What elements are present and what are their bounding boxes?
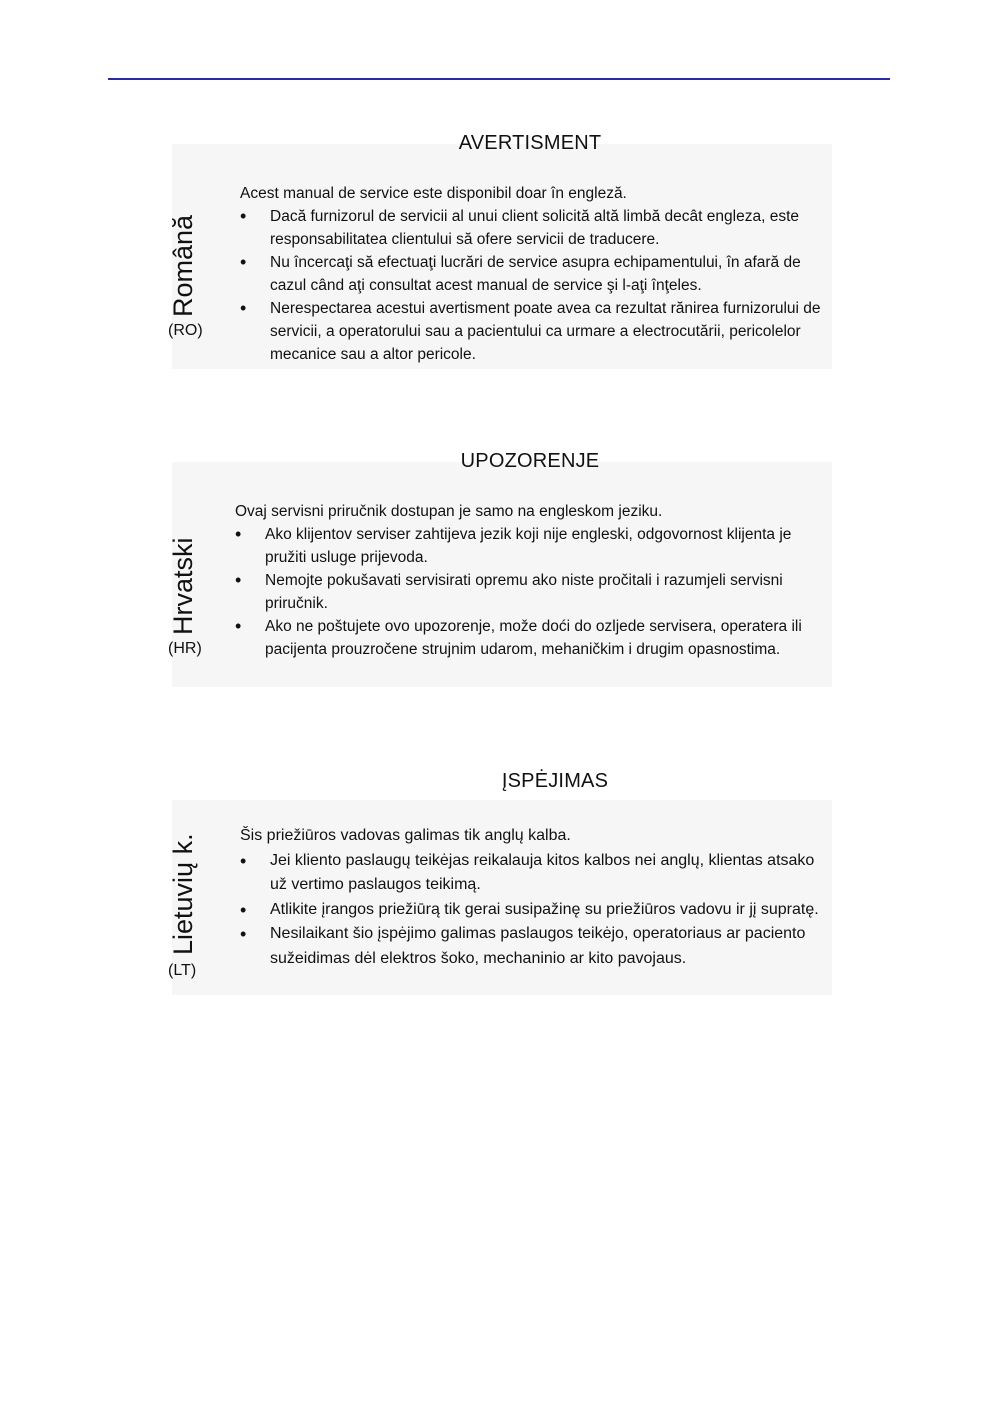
warning-bullet: • Nemojte pokušavati servisirati opremu ako niste pročitali i razumjeli servisni priručnik. <box>235 569 830 615</box>
warning-bullet: • Dacă furnizorul de servicii al unui client solicită altă limbă decât engleza, este responsabilitatea clientului să ofere servicii de traducere. <box>240 205 830 251</box>
language-name: Română <box>168 214 198 317</box>
header-rule <box>108 78 890 80</box>
warning-bullet: • Atlikite įrangos priežiūrą tik gerai susipažinę su priežiūros vadovu ir jį supratę. <box>240 898 835 923</box>
warning-bullet: • Jei kliento paslaugų teikėjas reikalauja kitos kalbos nei anglų, klientas atsako už vertimo paslaugos teikimą. <box>240 849 835 898</box>
warning-title: UPOZORENJE <box>460 450 600 472</box>
warning-bullet: • Ako ne poštujete ovo upozorenje, može doći do ozljede servisera, operatera ili pacijenta prouzročene strujnim udarom, mehaničkim i drugim opasnostima. <box>235 615 830 661</box>
language-code: (HR) <box>168 640 202 657</box>
warning-list <box>235 523 830 661</box>
warning-section-ro <box>160 132 840 372</box>
warning-bullet: • Nesilaikant šio įspėjimo galimas paslaugos teikėjo, operatoriaus ar paciento sužeidimas dėl elektros šoko, mechaninio ar kito pavojaus. <box>240 922 835 971</box>
warning-bullet: • Nerespectarea acestui avertisment poate avea ca rezultat rănirea furnizorului de servicii, a operatorului sau a pacientului ca urmare a electrocutării, pericolelor mecanice sau a altor pericole. <box>240 297 830 366</box>
warning-intro: Acest manual de service este disponibil doar în engleză. <box>240 185 627 202</box>
warning-section-lt <box>160 770 840 1000</box>
language-label <box>160 192 210 352</box>
warning-list <box>240 849 835 972</box>
language-code: (RO) <box>168 322 203 339</box>
language-name: Lietuvių k. <box>168 833 198 955</box>
warning-bullet: • Nu încercaţi să efectuaţi lucrări de service asupra echipamentului, în afară de cazul când aţi consultat acest manual de service şi l-aţi înţeles. <box>240 251 830 297</box>
warning-title: AVERTISMENT <box>458 132 602 154</box>
language-code: (LT) <box>168 962 197 979</box>
warning-intro: Ovaj servisni priručnik dostupan je samo na engleskom jeziku. <box>235 503 663 520</box>
warning-body <box>240 182 830 366</box>
warning-body <box>235 500 830 661</box>
language-label <box>160 825 210 985</box>
warning-list <box>240 205 830 366</box>
warning-title: ĮSPĖJIMAS <box>501 770 609 792</box>
language-label <box>160 510 210 670</box>
warning-body <box>240 824 835 971</box>
language-name: Hrvatski <box>168 537 198 635</box>
warning-section-hr <box>160 450 840 690</box>
warning-bullet: • Ako klijentov serviser zahtijeva jezik koji nije engleski, odgovornost klijenta je pružiti usluge prijevoda. <box>235 523 830 569</box>
warning-intro: Šis priežiūros vadovas galimas tik anglų kalba. <box>240 827 571 844</box>
